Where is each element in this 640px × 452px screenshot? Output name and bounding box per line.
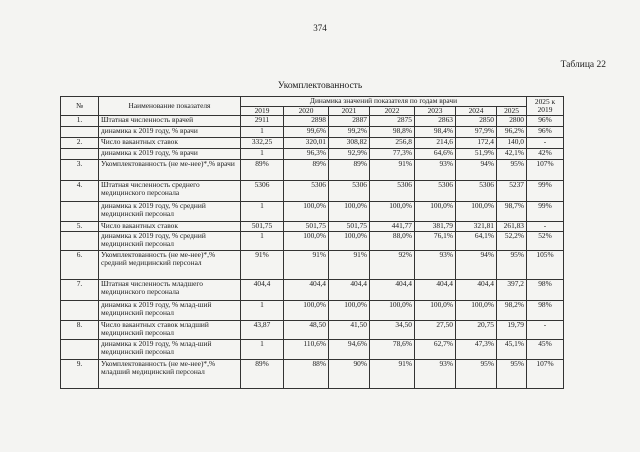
ratio-cell: 105% — [527, 251, 564, 280]
year-value-cell: 90% — [329, 360, 370, 389]
year-value-cell: 96,3% — [284, 149, 329, 160]
year-value-cell: 94% — [456, 251, 497, 280]
year-value-cell: 91% — [370, 160, 415, 181]
year-value-cell: 41,50 — [329, 321, 370, 340]
year-value-cell: 308,82 — [329, 138, 370, 149]
year-value-cell: 89% — [241, 160, 284, 181]
table-row — [61, 232, 564, 251]
year-value-cell: 5237 — [497, 181, 527, 202]
row-number: 8. — [61, 321, 99, 340]
table-row — [61, 321, 564, 340]
year-value-cell: 93% — [415, 160, 456, 181]
year-header: 2023 — [415, 107, 456, 116]
indicator-name: Укомплектованность (не ме-нее)*,% средний медицинский персонал — [99, 251, 241, 280]
year-value-cell: 91% — [284, 251, 329, 280]
indicator-name: Штатная численность младшего медицинского персонала — [99, 280, 241, 301]
year-value-cell: 501,75 — [241, 222, 284, 232]
indicator-name: динамика к 2019 году, % млад-ший медицинский персонал — [99, 340, 241, 360]
year-value-cell: 93% — [415, 251, 456, 280]
year-value-cell: 256,8 — [370, 138, 415, 149]
year-value-cell: 19,79 — [497, 321, 527, 340]
page-number: 374 — [313, 23, 327, 33]
ratio-cell: 98% — [527, 280, 564, 301]
indicator-name: динамика к 2019 году, % млад-ший медицинский персонал — [99, 301, 241, 321]
year-value-cell: 91% — [370, 360, 415, 389]
year-value-cell: 100,0% — [284, 202, 329, 222]
year-value-cell: 78,6% — [370, 340, 415, 360]
year-value-cell: 51,9% — [456, 149, 497, 160]
table-label: Таблица 22 — [560, 60, 606, 70]
year-value-cell: 332,25 — [241, 138, 284, 149]
row-number: 1. — [61, 116, 99, 127]
year-value-cell: 404,4 — [284, 280, 329, 301]
year-value-cell: 140,0 — [497, 138, 527, 149]
year-value-cell: 94% — [456, 160, 497, 181]
year-value-cell: 98,4% — [415, 127, 456, 138]
year-value-cell: 52,2% — [497, 232, 527, 251]
year-value-cell: 93% — [415, 360, 456, 389]
year-value-cell: 43,87 — [241, 321, 284, 340]
year-header: 2022 — [370, 107, 415, 116]
indicator-name: динамика к 2019 году, % врачи — [99, 149, 241, 160]
col-ratio-header: 2025 к 2019 — [527, 97, 564, 116]
year-value-cell: 92,9% — [329, 149, 370, 160]
ratio-cell: 99% — [527, 202, 564, 222]
year-value-cell: 89% — [284, 160, 329, 181]
year-value-cell: 64,1% — [456, 232, 497, 251]
year-value-cell: 100,0% — [415, 301, 456, 321]
table-row — [61, 301, 564, 321]
year-value-cell: 42,1% — [497, 149, 527, 160]
year-value-cell: 62,7% — [415, 340, 456, 360]
table-row — [61, 149, 564, 160]
indicator-name: Число вакантных ставок — [99, 138, 241, 149]
year-value-cell: 96,2% — [497, 127, 527, 138]
year-value-cell: 404,4 — [241, 280, 284, 301]
year-value-cell: 47,3% — [456, 340, 497, 360]
indicator-name: Штатная численность среднего медицинского персонала — [99, 181, 241, 202]
ratio-cell: 107% — [527, 360, 564, 389]
header-row-top — [61, 97, 564, 107]
indicator-name: Укомплектованность (не ме-нее)*,% врачи — [99, 160, 241, 181]
year-value-cell: 100,0% — [456, 202, 497, 222]
year-value-cell: 76,1% — [415, 232, 456, 251]
year-value-cell: 100,0% — [284, 232, 329, 251]
staffing-table — [60, 96, 564, 389]
year-value-cell: 2850 — [456, 116, 497, 127]
year-value-cell: 100,0% — [415, 202, 456, 222]
table-row — [61, 222, 564, 232]
year-value-cell: 404,4 — [329, 280, 370, 301]
ratio-cell: - — [527, 138, 564, 149]
table-title: Укомплектованность — [277, 81, 363, 91]
year-value-cell: 1 — [241, 202, 284, 222]
year-value-cell: 98,8% — [370, 127, 415, 138]
ratio-cell: 107% — [527, 160, 564, 181]
year-value-cell: 94,6% — [329, 340, 370, 360]
col-no-header: № — [61, 97, 99, 116]
year-value-cell: 27,50 — [415, 321, 456, 340]
year-value-cell: 320,01 — [284, 138, 329, 149]
year-value-cell: 48,50 — [284, 321, 329, 340]
year-value-cell: 100,0% — [329, 202, 370, 222]
ratio-cell: 45% — [527, 340, 564, 360]
row-number — [61, 149, 99, 160]
row-number — [61, 127, 99, 138]
year-value-cell: 97,9% — [456, 127, 497, 138]
year-value-cell: 2863 — [415, 116, 456, 127]
year-value-cell: 5306 — [329, 181, 370, 202]
table-row — [61, 116, 564, 127]
year-header: 2020 — [284, 107, 329, 116]
year-value-cell: 91% — [241, 251, 284, 280]
year-value-cell: 1 — [241, 127, 284, 138]
ratio-cell: 96% — [527, 127, 564, 138]
year-header: 2024 — [456, 107, 497, 116]
year-value-cell: 501,75 — [329, 222, 370, 232]
year-value-cell: 34,50 — [370, 321, 415, 340]
year-value-cell: 100,0% — [329, 301, 370, 321]
ratio-cell: - — [527, 222, 564, 232]
year-value-cell: 64,6% — [415, 149, 456, 160]
year-value-cell: 5306 — [456, 181, 497, 202]
ratio-cell: 99% — [527, 181, 564, 202]
year-value-cell: 2898 — [284, 116, 329, 127]
year-value-cell: 100,0% — [370, 301, 415, 321]
row-number: 3. — [61, 160, 99, 181]
row-number: 5. — [61, 222, 99, 232]
table-row — [61, 360, 564, 389]
row-number — [61, 301, 99, 321]
year-value-cell: 5306 — [415, 181, 456, 202]
year-value-cell: 1 — [241, 232, 284, 251]
year-value-cell: 45,1% — [497, 340, 527, 360]
year-value-cell: 88% — [284, 360, 329, 389]
year-value-cell: 1 — [241, 301, 284, 321]
year-value-cell: 501,75 — [284, 222, 329, 232]
table-row — [61, 280, 564, 301]
year-value-cell: 100,0% — [284, 301, 329, 321]
year-value-cell: 172,4 — [456, 138, 497, 149]
year-value-cell: 321,81 — [456, 222, 497, 232]
year-value-cell: 404,4 — [370, 280, 415, 301]
col-name-header: Наименование показателя — [99, 97, 241, 116]
row-number: 4. — [61, 181, 99, 202]
indicator-name: Число вакантных ставок младший медицинский персонал — [99, 321, 241, 340]
row-number: 2. — [61, 138, 99, 149]
ratio-cell: 42% — [527, 149, 564, 160]
table-row — [61, 202, 564, 222]
year-value-cell: 2911 — [241, 116, 284, 127]
year-value-cell: 2887 — [329, 116, 370, 127]
year-value-cell: 95% — [497, 251, 527, 280]
indicator-name: динамика к 2019 году, % средний медицинский персонал — [99, 232, 241, 251]
indicator-name: Число вакантных ставок — [99, 222, 241, 232]
ratio-cell: 98% — [527, 301, 564, 321]
row-number — [61, 232, 99, 251]
year-value-cell: 77,3% — [370, 149, 415, 160]
table-row — [61, 127, 564, 138]
year-value-cell: 214,6 — [415, 138, 456, 149]
year-value-cell: 95% — [497, 360, 527, 389]
year-header: 2019 — [241, 107, 284, 116]
year-value-cell: 89% — [241, 360, 284, 389]
table-row — [61, 138, 564, 149]
ratio-cell: - — [527, 321, 564, 340]
row-number: 6. — [61, 251, 99, 280]
year-value-cell: 1 — [241, 149, 284, 160]
year-value-cell: 99,6% — [284, 127, 329, 138]
year-value-cell: 5306 — [370, 181, 415, 202]
year-value-cell: 441,77 — [370, 222, 415, 232]
year-header: 2021 — [329, 107, 370, 116]
year-value-cell: 95% — [456, 360, 497, 389]
year-value-cell: 404,4 — [415, 280, 456, 301]
year-value-cell: 2875 — [370, 116, 415, 127]
year-value-cell: 98,2% — [497, 301, 527, 321]
table-row — [61, 181, 564, 202]
year-value-cell: 20,75 — [456, 321, 497, 340]
year-value-cell: 92% — [370, 251, 415, 280]
year-value-cell: 95% — [497, 160, 527, 181]
col-dynamics-header: Динамика значений показателя по годам врачи — [241, 97, 527, 107]
indicator-name: Штатная численность врачей — [99, 116, 241, 127]
year-value-cell: 98,7% — [497, 202, 527, 222]
indicator-name: динамика к 2019 году, % врачи — [99, 127, 241, 138]
indicator-name: динамика к 2019 году, % средний медицинский персонал — [99, 202, 241, 222]
year-value-cell: 2800 — [497, 116, 527, 127]
year-header: 2025 — [497, 107, 527, 116]
year-value-cell: 5306 — [241, 181, 284, 202]
year-value-cell: 397,2 — [497, 280, 527, 301]
year-value-cell: 381,79 — [415, 222, 456, 232]
year-value-cell: 100,0% — [370, 202, 415, 222]
year-value-cell: 88,0% — [370, 232, 415, 251]
table-row — [61, 160, 564, 181]
year-value-cell: 100,0% — [329, 232, 370, 251]
year-value-cell: 261,83 — [497, 222, 527, 232]
row-number — [61, 202, 99, 222]
table-row — [61, 251, 564, 280]
row-number: 9. — [61, 360, 99, 389]
year-value-cell: 5306 — [284, 181, 329, 202]
year-value-cell: 100,0% — [456, 301, 497, 321]
indicator-name: Укомплектованность (не ме-нее)*,% младший медицинский персонал — [99, 360, 241, 389]
year-value-cell: 89% — [329, 160, 370, 181]
year-value-cell: 110,6% — [284, 340, 329, 360]
year-value-cell: 404,4 — [456, 280, 497, 301]
ratio-cell: 96% — [527, 116, 564, 127]
year-value-cell: 99,2% — [329, 127, 370, 138]
row-number — [61, 340, 99, 360]
year-value-cell: 1 — [241, 340, 284, 360]
table-row — [61, 340, 564, 360]
row-number: 7. — [61, 280, 99, 301]
ratio-cell: 52% — [527, 232, 564, 251]
year-value-cell: 91% — [329, 251, 370, 280]
